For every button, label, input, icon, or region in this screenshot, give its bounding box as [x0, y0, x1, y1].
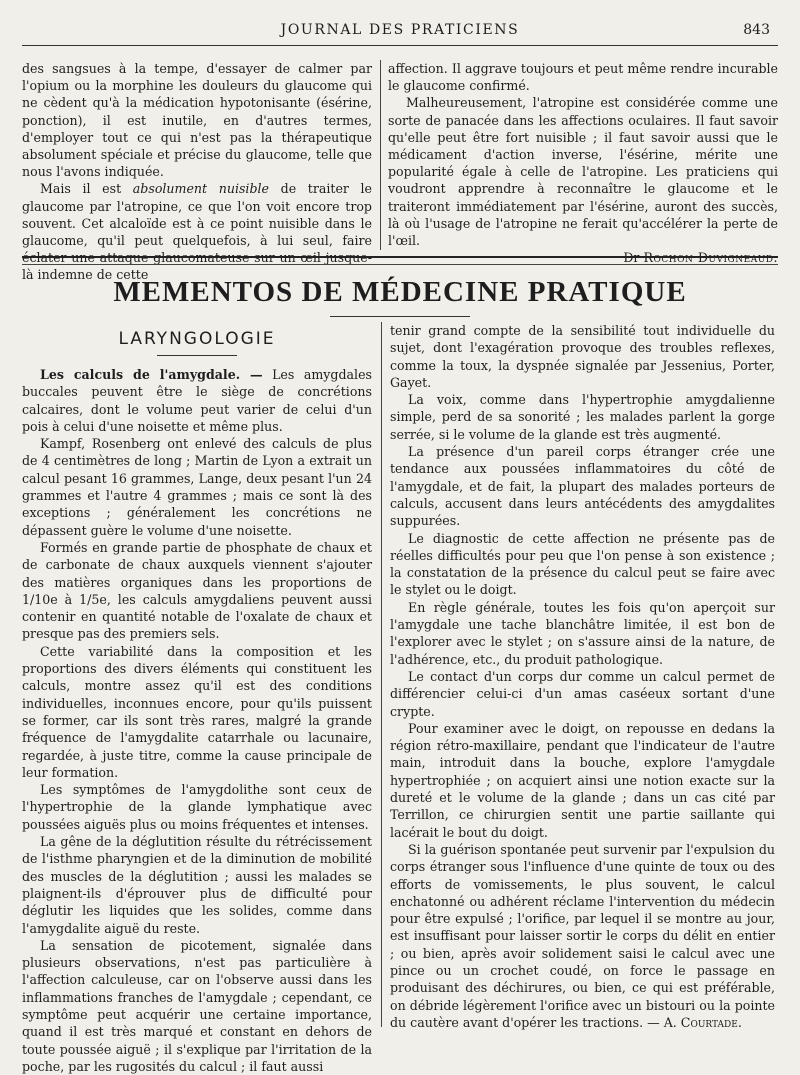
final-paragraph — [390, 841, 775, 1031]
header-rule — [22, 45, 778, 46]
left-paragraph: Les symptômes de l'amygdolithe sont ceux de l'hypertrophie de la glande lymphatique avec poussées aiguës plus ou moins fréquentes et intenses. — [22, 782, 372, 832]
text-run: Les amygdales buccales peuvent être le siège de concrétions calcaires, dont le volume peut varier de celui d'un pois à celui d'une noisette et même plus. — [22, 367, 372, 434]
top-left-paragraph: des sangsues à la tempe, d'essayer de calmer par l'opium ou la morphine les douleurs du glaucome qui ne cèdent qu'à la médication hypotonisante (ésérine, ponction), il est inutile, en d'autres termes, d'employer tout ce qui n'est pas la thérapeutique absolument spéciale et précise du glaucome, telle que nous l'avons indiquée. — [22, 61, 372, 180]
right-paragraph: La présence d'un pareil corps étranger crée une tendance aux poussées inflammatoires du côté de l'amygdale, et de fait, la plupart des malades porteurs de calculs, accusent dans leurs antécédents des amygdalites suppurées. — [390, 444, 775, 529]
left-paragraph: Cette variabilité dans la composition et les proportions des divers éléments qui constituent les calculs, montre assez qu'il est des conditions individuelles, inconnues encore, pour qu'ils puissent se former, car ils sont très rares, malgré la grande fréquence de l'amygdalite catarrhale ou lacunaire, regardée, à juste titre, comme la cause principale de leur formation. — [22, 643, 372, 780]
author-signature: A. Courtade. — [659, 1014, 742, 1030]
top-article-left-column — [22, 60, 372, 284]
top-right-paragraph: affection. Il aggrave toujours et peut même rendre incurable le glaucome confirmé. — [388, 61, 778, 94]
page-number: 843 — [743, 22, 770, 38]
emphasis-text: absolument nuisible — [132, 181, 270, 197]
right-paragraph: En règle générale, toutes les fois qu'on aperçoit sur l'amygdale une tache blanchâtre limitée, il est bon de l'explorer avec le stylet ; on s'assure ainsi de la nature, de l'adhérence, etc., du produit pathologique. — [390, 599, 775, 667]
left-paragraph: La sensation de picotement, signalée dans plusieurs observations, n'est pas particulière à l'affection calculeuse, car on l'observe aussi dans les inflammations franches de l'amygdale ; cependant, ce symptôme peut acquérir une certaine importance, quand il est très marqué et constant en dehors de toute poussée aiguë ; il s'explique par l'irritation de la poche, par les rugosités du calcul ; il faut aussi — [22, 937, 372, 1074]
subsection-heading: LARYNGOLOGIE — [118, 329, 276, 349]
subsection-rule — [157, 355, 237, 356]
top-article-right-column — [388, 60, 778, 266]
signature-prefix: Dr — [623, 250, 640, 266]
left-paragraph: Kampf, Rosenberg ont enlevé des calculs de plus de 4 centimètres de long ; Martin de Lyon a extrait un calcul pesant 16 grammes, Lange, deux pesant l'un 24 grammes et l'autre 4 grammes ; mais ce sont là des exceptions ; généralement les concrétions ne dépassent guère le volume d'une noisette. — [22, 436, 372, 538]
title-rule — [330, 316, 470, 317]
right-paragraph: La voix, comme dans l'hypertrophie amygdalienne simple, perd de sa sonorité ; les malades parlent la gorge serrée, si le volume de la glande est très augmenté. — [390, 392, 775, 442]
main-left-column — [22, 325, 372, 1075]
column-separator — [380, 60, 381, 250]
right-paragraph: Le diagnostic de cette affection ne présente pas de réelles difficultés pour peu que l'on pense à son existence ; la constatation de la présence du calcul peut se faire avec le stylet ou le doigt. — [390, 530, 775, 598]
text-run: de traiter le glaucome par l'atropine, ce que l'on voit encore trop souvent. Cet alcaloïde est à ce point nuisible dans le glaucome, qu'il peut quelquefois, à lui seul, faire éclater une attaque glaucomateuse sur un œil jusque-là indemne de cette — [22, 181, 373, 283]
right-paragraph: Le contact d'un corps dur comme un calcul permet de différencier celui-ci d'un amas caséeux sortant d'une crypte. — [390, 668, 775, 719]
running-head — [22, 22, 778, 42]
column-separator — [381, 322, 382, 1027]
section-divider — [22, 256, 778, 265]
main-right-column — [390, 322, 775, 1031]
section-title: MEMENTOS DE MÉDECINE PRATIQUE — [113, 276, 687, 308]
signature-name: Rochon Duvigneaud. — [643, 250, 778, 266]
text-run: Mais il est — [40, 181, 133, 197]
left-paragraph: Formés en grande partie de phosphate de chaux et de carbonate de chaux auxquels viennent s'ajouter des matières organiques dans les proportions de 1/10e à 1/5e, les calculs amygdaliens peuvent aussi contenir en quantité notable de l'oxalate de chaux et presque pas des premiers sels. — [22, 539, 372, 642]
right-paragraph: Pour examiner avec le doigt, on repousse en dedans la région rétro-maxillaire, pendant que l'indicateur de l'autre main, introduit dans la bouche, explore l'amygdale hypertrophiée ; on acquiert ainsi une notion exacte sur la dureté et le volume de la glande ; dans un cas cité par Terrillon, ce chirurgien sentit une partie saillante qui lacérait le bout du doigt. — [390, 720, 775, 840]
top-left-paragraph — [22, 180, 372, 283]
lead-heading: Les calculs de l'amygdale. — — [40, 367, 263, 382]
left-paragraph: La gêne de la déglutition résulte du rétrécissement de l'isthme pharyngien et de la diminution de mobilité des muscles de la déglutition ; aussi les malades se plaignent-ils d'éprouver plus de difficulté pour déglutir les liquides que les solides, comme dans l'amygdalite aiguë du reste. — [22, 834, 372, 936]
top-right-paragraph: Malheureusement, l'atropine est considérée comme une sorte de panacée dans les affections oculaires. Il faut savoir qu'elle peut être fort nuisible ; il faut savoir aussi que le médicament d'action inverse, l'ésérine, mérite une popularité égale à celle de l'atropine. Les praticiens qui voudront apprendre à reconnaître le glaucome et le traiteront immédiatement par l'ésérine, auront des succès, là où l'usage de l'atropine ne ferait qu'accélérer la perte de l'œil. — [388, 95, 778, 249]
right-paragraph: tenir grand compte de la sensibilité tout individuelle du sujet, dont l'exagération provoque des troubles reflexes, comme la toux, la dyspnée signalée par Jessenius, Porter, Gayet. — [390, 323, 775, 390]
lead-paragraph — [22, 366, 372, 435]
text-run: Si la guérison spontanée peut survenir par l'expulsion du corps étranger sous l'influence d'une quinte de toux ou des efforts de vomissements, le plus souvent, le calcul enchatonné ou adhérent réclame l'intervention du médecin pour être expulsé ; l'orifice, par lequel il se montre au jour, est insuffisant pour laisser sortir le corps du délit en entier ; ou bien, après avoir solidement saisi le calcul avec une pince ou un crochet coudé, on force le passage en produisant des déchirures, ou bien, ce qui est préférable, on débride légèrement l'orifice avec un bistouri ou la pointe du cautère avant d'opérer les tractions. — — [390, 841, 775, 1030]
running-title: JOURNAL DES PRATICIENS — [280, 22, 520, 38]
